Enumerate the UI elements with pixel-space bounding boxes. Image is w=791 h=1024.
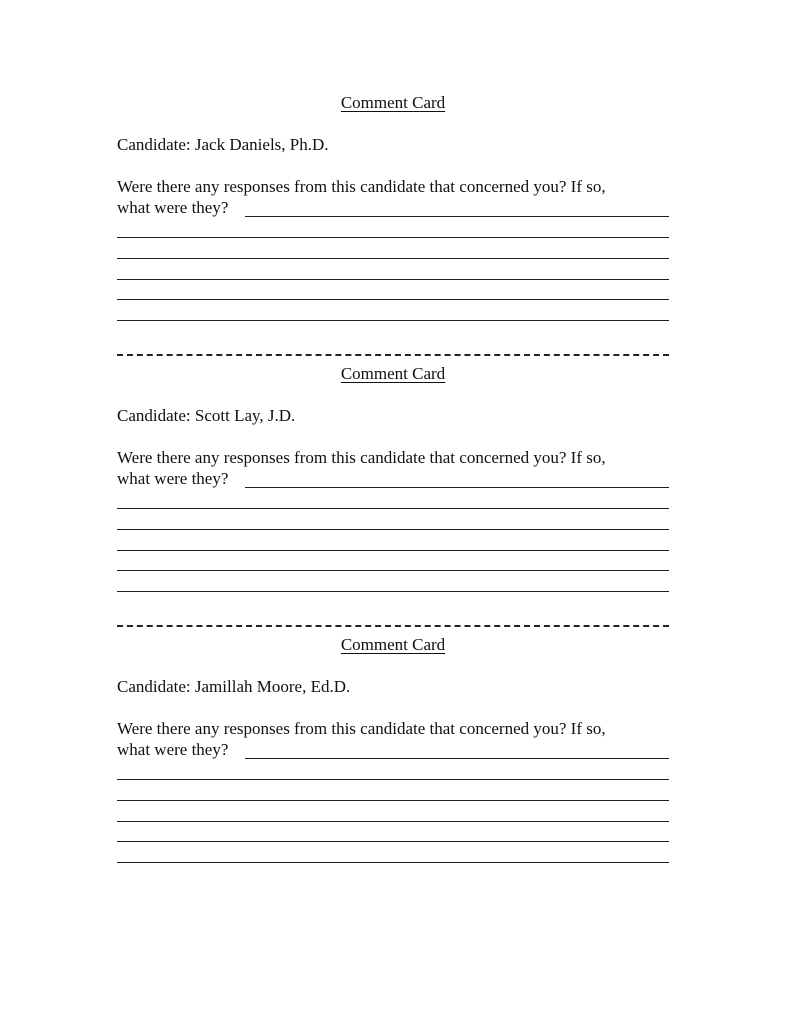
- question-text-continued: what were they?: [117, 198, 229, 217]
- question-text: Were there any responses from this candidate that concerned you? If so,: [117, 448, 606, 467]
- answer-line[interactable]: [117, 821, 669, 822]
- candidate-name: Candidate: Jack Daniels, Ph.D.: [117, 135, 329, 154]
- answer-line[interactable]: [117, 862, 669, 863]
- answer-line[interactable]: [117, 591, 669, 592]
- question-text: Were there any responses from this candidate that concerned you? If so,: [117, 177, 606, 196]
- answer-line[interactable]: [245, 758, 669, 759]
- candidate-name: Candidate: Jamillah Moore, Ed.D.: [117, 677, 351, 696]
- card-title-text: Comment Card: [340, 93, 446, 112]
- card-title: [117, 634, 669, 656]
- card-title: [117, 92, 669, 114]
- card-title-text: Comment Card: [340, 635, 446, 654]
- answer-line[interactable]: [117, 570, 669, 571]
- answer-line[interactable]: [117, 279, 669, 280]
- answer-line[interactable]: [245, 487, 669, 488]
- answer-line[interactable]: [117, 237, 669, 238]
- answer-line[interactable]: [117, 550, 669, 551]
- card-title-text: Comment Card: [340, 364, 446, 383]
- answer-line[interactable]: [245, 216, 669, 217]
- comment-card: [117, 363, 669, 603]
- question-text-continued: what were they?: [117, 740, 229, 759]
- answer-line[interactable]: [117, 508, 669, 509]
- answer-line[interactable]: [117, 258, 669, 259]
- comment-card: [117, 92, 669, 332]
- answer-line[interactable]: [117, 841, 669, 842]
- cut-line-separator: [117, 625, 669, 627]
- answer-line[interactable]: [117, 320, 669, 321]
- card-title: [117, 363, 669, 385]
- cut-line-separator: [117, 354, 669, 356]
- answer-line[interactable]: [117, 299, 669, 300]
- answer-line[interactable]: [117, 800, 669, 801]
- candidate-name: Candidate: Scott Lay, J.D.: [117, 406, 296, 425]
- answer-line[interactable]: [117, 529, 669, 530]
- question-text: Were there any responses from this candidate that concerned you? If so,: [117, 719, 606, 738]
- question-text-continued: what were they?: [117, 469, 229, 488]
- comment-card: [117, 634, 669, 874]
- answer-line[interactable]: [117, 779, 669, 780]
